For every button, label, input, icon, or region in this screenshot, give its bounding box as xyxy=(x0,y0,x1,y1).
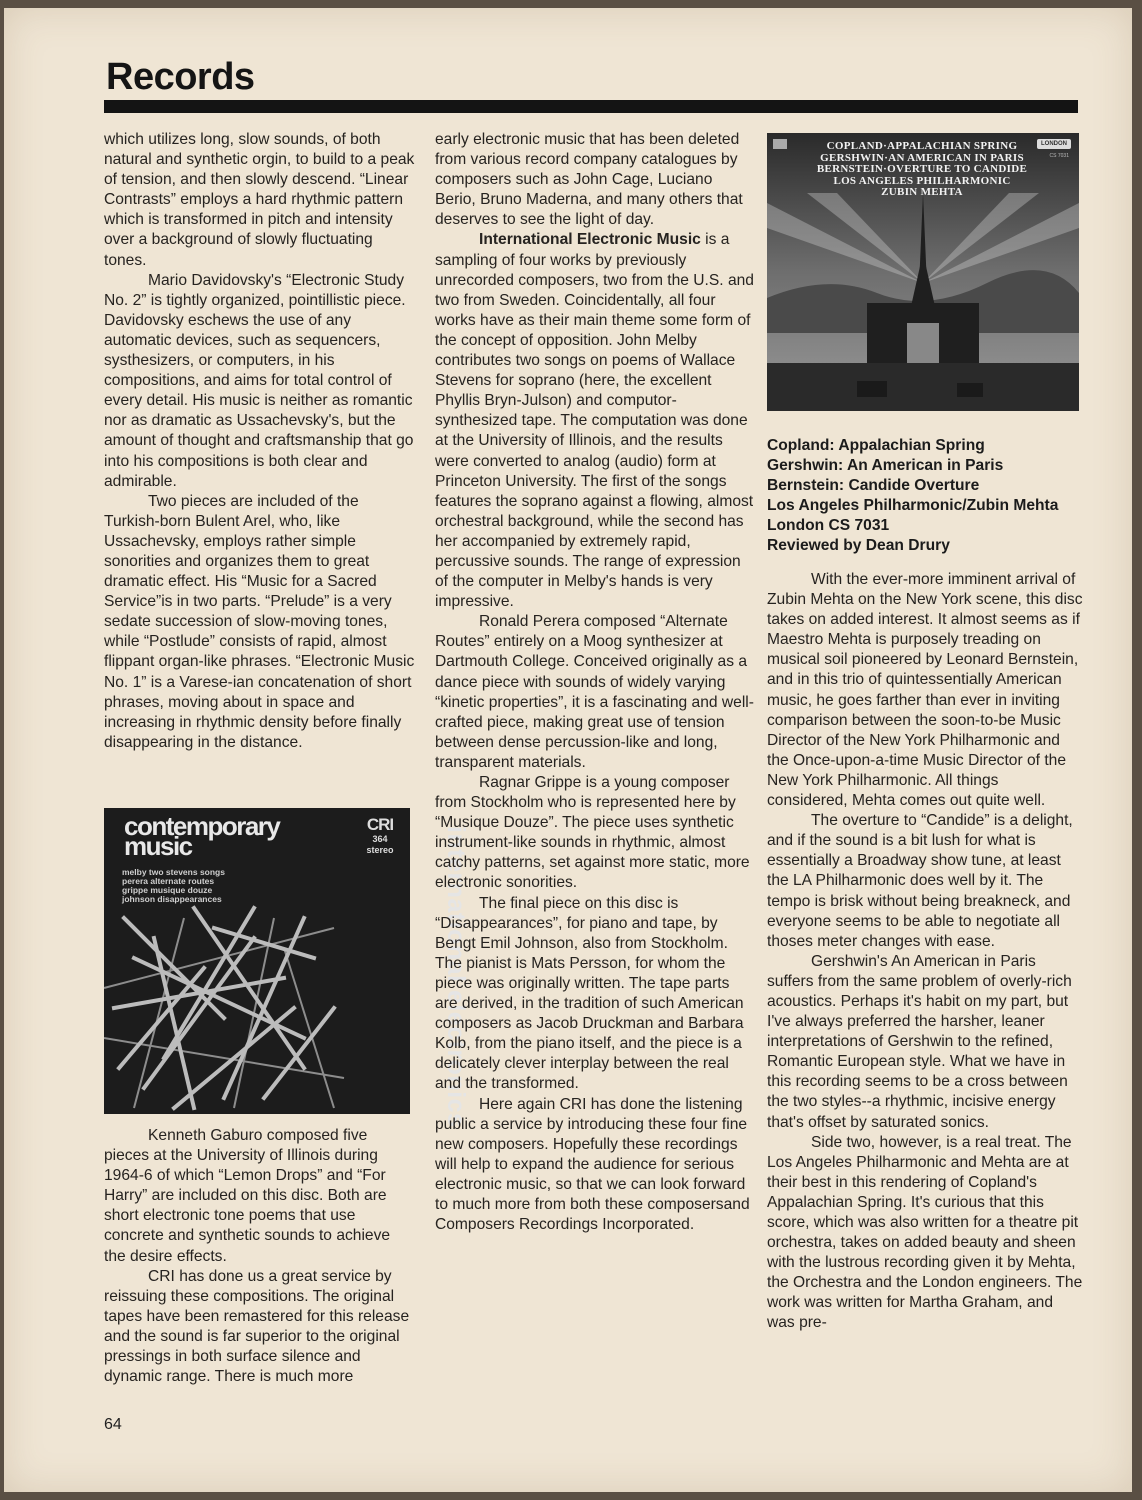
album-cover-mehta xyxy=(767,133,1079,411)
catalog-number: CS 7031 xyxy=(1049,153,1069,159)
album-cover-line: ZUBIN MEHTA xyxy=(881,186,963,198)
column-1 xyxy=(104,130,416,753)
album-cover-line: LOS ANGELES PHILHARMONIC xyxy=(833,174,1011,187)
review-header-line: Gershwin: An American in Paris xyxy=(767,457,1004,475)
album-track: melby two stevens songs xyxy=(122,867,225,877)
paragraph: which utilizes long, slow sounds, of both natural and synthetic orgin, to build to a peak of tension, and then slowly descend. “Linear Contrasts” employs a hard rhythmic pattern which is transformed in pitch and intensity over a background of slowly fluctuating tones. xyxy=(104,131,415,269)
album-cover-line: GERSHWIN·AN AMERICAN IN PARIS xyxy=(820,151,1024,164)
paragraph: Kenneth Gaburo composed five pieces at the University of Illinois during 1964-6 of which “Lemon Drops” and “For Harry” are included on this disc. Both are short electronic tone poems that use concrete and synthetic sounds to achieve the desire effects. xyxy=(104,1127,391,1265)
review-header xyxy=(767,436,1087,557)
paragraph: With the ever-more imminent arrival of Zubin Mehta on the New York scene, this disc takes on added interest. It almost seems as if Maestro Mehta is purposely treading on musical soil pioneered by Leonard Bernstein, and in this trio of quintessentially American music, he goes farther than ever in inviting comparison between the soon-to-be Music Director of the New York Philharmonic and the Once-upon-a-time Music Director of the New York Philharmonic. All things considered, Mehta comes out quite well. xyxy=(767,571,1083,810)
paragraph: The final piece on this disc is “Disappearances”, for piano and tape, by Bengt Emil Johnson, also from Stockholm. The pianist is Mats Persson, for whom the piece was originally written. The tape parts are derived, in the tradition of such American composers as Jacob Druckman and Barbara Kolb, from the piano itself, and the piece is a delicately clever interplay between the real and the transformed. xyxy=(435,894,744,1093)
paragraph: Two pieces are included of the Turkish-born Bulent Arel, who, like Ussachevsky, employs rather simple sonorities and organizes them to great dramatic effect. His “Music for a Sacred Service”is in two parts. “Prelude” is a very sedate succession of slow-moving tones, while “Postlude” consists of rapid, almost flippant organ-like phrases. “Electronic Music No. 1” is a Varese-ian concatenation of short phrases, moving about in space and increasing in rhythmic density before finally disappearing in the distance. xyxy=(104,492,415,751)
magazine-page xyxy=(4,8,1132,1492)
format-label: stereo xyxy=(366,845,394,855)
paragraph: Gershwin's An American in Paris suffers from the same problem of overly-rich acoustics. Perhaps it's habit on my part, but I've always preferred the harsher, leaner interpretations of Gershwin to the refined, Romantic European style. What we have in this recording seems to be a cross between the two styles--a rhythmic, incisive energy that's offset by saturated sonics. xyxy=(767,952,1072,1131)
album-vertical-title: international electronics xyxy=(442,826,470,1128)
paragraph xyxy=(435,230,755,612)
review-header-line: Los Angeles Philharmonic/Zubin Mehta xyxy=(767,497,1059,515)
record-label-logo: CRI xyxy=(366,815,394,834)
paragraph: early electronic music that has been deleted from various record company catalogues by composers such as John Cage, Luciano Berio, Bruno Maderna, and many others that deserves to see the light of day. xyxy=(435,131,743,229)
album-track-list xyxy=(122,868,282,904)
record-label-logo: LONDON xyxy=(1037,139,1071,149)
album-cover-line: COPLAND·APPALACHIAN SPRING xyxy=(826,140,1018,152)
album-cover-line: BERNSTEIN·OVERTURE TO CANDIDE xyxy=(816,163,1028,175)
review-lead-text: is a sampling of four works by previously unrecorded composers, two from the U.S. and two from Sweden. Coincidentally, all four works have as their main theme some form of the concept of opposition. John Melby contributes two songs on poems of Wallace Stevens for soprano (here, the excellent Phyllis Bryn-Julson) and computor-synthesized tape. The computation was done at the University of Illinois, and the results were converted to analog (audio) form at Princeton University. The first of the songs features the soprano against a flowing, almost orchestral background, while the second has her accompanied by extremely rapid, percussive sounds. The range of expression of the computer in Melby's hands is very impressive. xyxy=(435,231,754,611)
review-header-line: London CS 7031 xyxy=(767,517,890,535)
album-cover-text xyxy=(797,141,1047,199)
album-track: perera alternate routes xyxy=(122,876,215,886)
review-header-line: Copland: Appalachian Spring xyxy=(767,437,985,454)
catalog-number: 364 xyxy=(372,834,388,844)
reviewer-byline: Reviewed by Dean Drury xyxy=(767,537,950,555)
section-rule xyxy=(104,100,1078,113)
page-number: 64 xyxy=(104,1416,122,1433)
paragraph: Side two, however, is a real treat. The Los Angeles Philharmonic and Mehta are at their best in this rendering of Copland's Appalachian Spring. It's curious that this score, which was also written for a theatre pit orchestra, takes on added beauty and sheen with the lustrous recording given it by Mehta, the Orchestra and the London engineers. The work was written for Martha Graham, and was pre- xyxy=(767,1133,1083,1332)
paragraph: The overture to “Candide” is a delight, and if the sound is a bit lush for what is essentially a Broadway show tune, at least the LA Philharmonic does well by it. The tempo is brisk without being breakneck, and everyone seems to be able to negotiate all thoses meter changes with ease. xyxy=(767,812,1073,950)
record-label-badge xyxy=(360,816,400,866)
paragraph: Mario Davidovsky's “Electronic Study No. 2” is tightly organized, pointillistic piece. Davidovsky eschews the use of any automatic devices, such as sequencers, systhesizers, or computers, in his compositions, and aims for total control of every detail. His music is neither as romantic nor as dramatic as Ussachevsky's, but the amount of thought and craftsmanship that go into his compositions is both clear and admirable. xyxy=(104,271,414,490)
column-1-continued xyxy=(104,1126,416,1387)
album-track: johnson disappearances xyxy=(122,894,222,904)
album-track: grippe musique douze xyxy=(122,885,213,895)
album-cover-international-electronics xyxy=(104,808,470,1128)
paragraph: Ragnar Grippe is a young composer from Stockholm who is represented here by “Musique Douze”. The piece uses synthetic instrument-like sounds in rhythmic, almost catchy patterns, set against more static, more electronic sonorities. xyxy=(435,774,750,892)
flag-icon xyxy=(773,139,787,149)
paragraph: Here again CRI has done the listening public a service by introducing these four fine new composers. Hopefully these recordings will help to expand the audience for serious electronic music, so that we can look forward to much more from both these composersand Composers Recordings Incorporated. xyxy=(435,1095,750,1234)
section-title: Records xyxy=(106,56,255,98)
paragraph: Ronald Perera composed “Alternate Routes” entirely on a Moog synthesizer at Dartmouth College. Conceived originally as a dance piece with sounds of widely varying “kinetic properties”, it is a fascinating and well-crafted piece, making great use of tension between dense percussion-like and long, transparent materials. xyxy=(435,613,754,771)
album-title: contemporary music xyxy=(124,811,280,861)
review-lead-title: International Electronic Music xyxy=(479,231,701,249)
column-2 xyxy=(435,130,755,1235)
column-3 xyxy=(767,570,1083,1334)
paragraph: CRI has done us a great service by reissuing these compositions. The original tapes have been remastered for this release and the sound is far superior to the original pressings in both surface silence and dynamic range. There is much more xyxy=(104,1267,410,1386)
review-header-line: Bernstein: Candide Overture xyxy=(767,477,980,495)
